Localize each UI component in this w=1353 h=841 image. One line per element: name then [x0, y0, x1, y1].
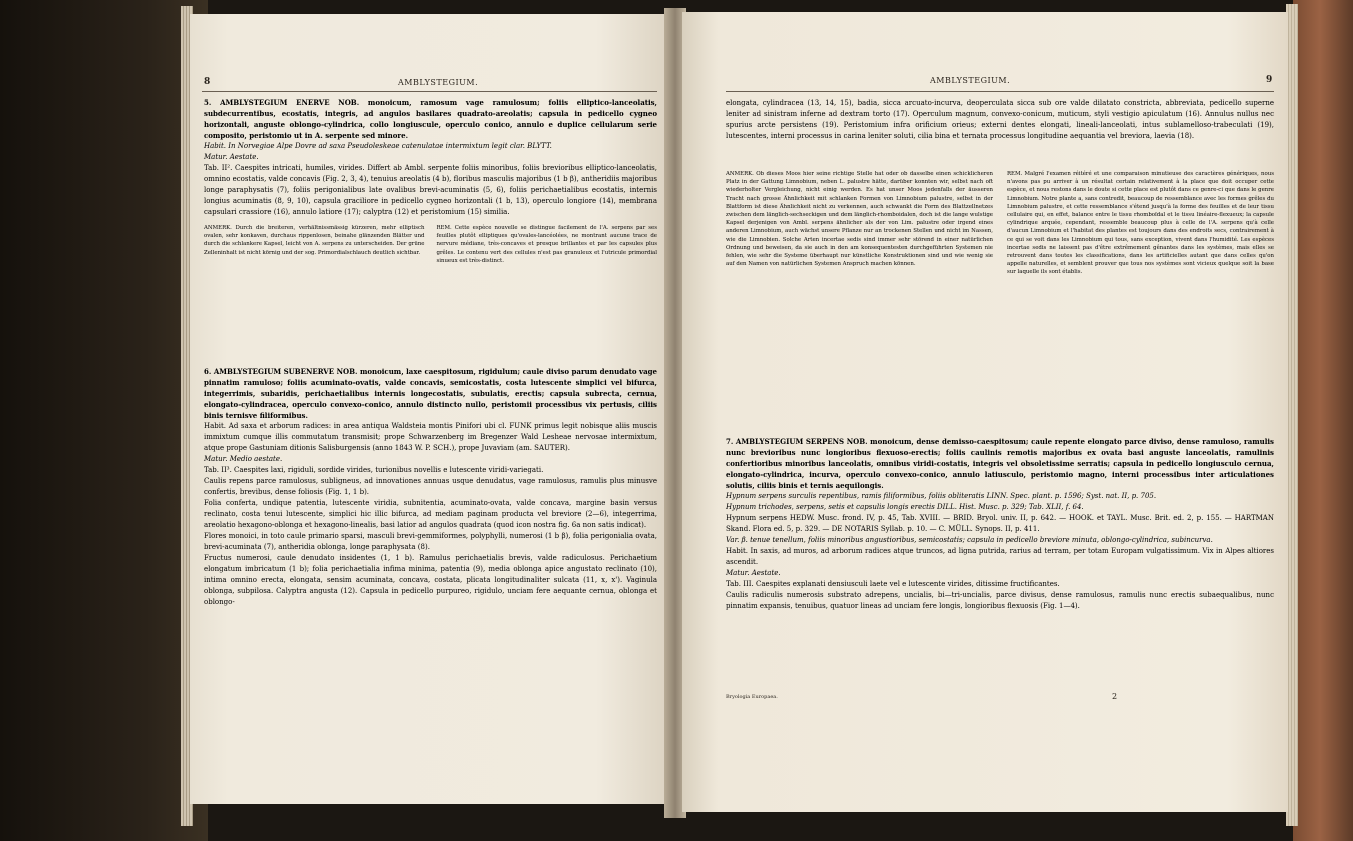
entry-heading: 5. AMBLYSTEGIUM ENERVE NOB. monoicum, ramosum vage ramulosum; foliis elliptico-lanceolatis, subdecurrentibus, ecostatis, integris, ad angulos basilares quadrato-areolatis; capsula in pedicello cygneo horizontali, anguste oblongo-cylindrica, collo longiuscule, operculo conico, annulo e duplice cellularum serie composito, peristomio ut in A. serpente sed minore.: [204, 98, 657, 140]
description-text: Caulis radiculis numerosis substrato adrepens, uncialis, bi—tri-uncialis, parce divisus, dense ramulosus, ramulis nunc erectis subaequalibus, nunc pinnatim expansis, tenuibus, quatuor lineas ad unciam fere longis, longioribus flexuosis (Fig. 1—4).: [726, 591, 1274, 610]
header-rule: [202, 91, 657, 92]
maturity-text: Matur. Aestate.: [726, 569, 781, 577]
note-german: ANMERK. Ob dieses Moos hier seine richtige Stelle hat oder ob dasselbe einen schicklicheren Platz in der Gattung Limnobium, neben L. palustre hätte, darüber konnten wir, selbst nach oft wiederholter Vergleichung, nicht einig werden. Es hat unser Moos jedenfalls der äusseren Tracht nach grosse Ähnlichkeit mit schlanken Formen von Limnobium palustre, selbst in der Blattform ist diese Ähnlichkeit nicht zu verkennen, auch schwankt die Form des Blattzellnetzes zwischen dem länglich-sechseckigen und dem länglich-rhomboidalen, doch ist die lange wulstige Kapsel derjenigen von Ambl. serpens ähnlicher als der von Lim. palustre oder irgend eines anderen Limnobium, auch wächst unsere Pflanze nur an trockenen Stellen und nicht im Nassen, wie die Limnobien. Solche Arten incertae sedis sind immer sehr störend in einer natürlichen Ordnung und beweisen, da sie auch in den am konsequentesten durchgeführten Systemen nie fehlen, wie sehr die Systeme überhaupt nur künstliche Konstruktionen sind und wie wenig sie auf den Namen von natürlichen Systemen Anspruch machen können.: [726, 171, 993, 268]
description-text: Flores monoici, in toto caule primario sparsi, masculi brevi-gemmiformes, polyphylli, numerosi (1 b β), folia perigonialia ovata, brevi-acuminata (7), antheridia oblonga, longe paraphysata (8).: [204, 532, 657, 551]
description-text: Tab. III. Caespites explanati densiusculi laete vel e lutescente virides, ditissime fructificantes.: [726, 580, 1060, 588]
footer-signature: Bryologia Europaea.: [726, 694, 778, 700]
entry-7: [726, 436, 1274, 612]
entry-6-continued: [726, 98, 1274, 142]
description-text: Caulis repens parce ramulosus, subligneus, ad innovationes annuas usque denudatus, vage ramulosus, ramulis plus minusve confertis, brevibus, dense foliosis (Fig. 1, 1 b).: [204, 477, 657, 496]
habitat-text: Habit. In Norvegiae Alpe Dovre ad saxa Pseudoleskeae catenulatae intermixtum legit clar. BLYTT.: [204, 142, 552, 150]
right-cover: [1293, 0, 1353, 841]
maturity-text: Matur. Aestate.: [204, 153, 259, 161]
synonym-text: Hypnum trichodes, serpens, setis et capsulis longis erectis DILL. Hist. Musc. p. 329; Tab. XLII, f. 64.: [726, 503, 1084, 511]
right-page: [682, 12, 1288, 812]
notes: [726, 170, 1274, 277]
entry-5: [204, 97, 657, 265]
signature-mark: 2: [1112, 692, 1118, 701]
page-number: 8: [204, 77, 211, 87]
habitat-text: Habit. Ad saxa et arborum radices: in area antiqua Waldsteia montis Pinifori ubi cl. FUNK primus legit nobisque aliis muscis immixtum cumque illis commutatum transmisit; prope Schwarzenberg im Bregenzer Wald Lesheae nervosae intermixtum, atque prope Gastuniam ditionis Salisburgensis (anno 1843 W. P. SCH.), prope Juvaviam (am. SAUTER).: [204, 422, 657, 452]
entry-heading: 6. AMBLYSTEGIUM SUBENERVE NOB. monoicum, laxe caespitosum, rigidulum; caule diviso parum denudato vage pinnatim ramuloso; foliis acuminato-ovatis, valde concavis, semicostatis, costa lutescente simplici vel bifurca, integerrimis, subaridis, perichaetialibus internis longecostatis, subulatis, erectis; capsula subrecta, cernua, elongato-cylindracea, operculo convexo-conico, annulo distincto nullo, peristomii processibus vix pertusis, ciliis binis ternisve filiformibus.: [204, 367, 657, 420]
note-german: ANMERK. Durch die breiteren, verhältnissmässig kürzeren, mehr elliptisch ovalen, sehr konkaven, durchaus rippenlosen, beinahe glänzenden Blätter und durch die schlankere Kapsel, leicht von A. serpens zu unterscheiden. Der grüne Zelleninhalt ist nicht körnig und der sog. Primordialschlauch deutlich sichtbar.: [204, 225, 425, 256]
note-french: REM. Cette espèce nouvelle se distingue facilement de l'A. serpens par ses feuilles plutôt elliptiques qu'ovales-lancéolées, ne montrant aucune trace de nervure médiane, très-concaves et presque brillantes et par les capsules plus grêles. Le contenu vert des cellules n'est pas granuleux et l'utricule primordial sinueux est très-distinct.: [436, 225, 657, 264]
header-rule: [726, 91, 1274, 92]
page-number: 9: [1266, 75, 1273, 85]
variety-text: Var. β. tenue tenellum, foliis minoribus angustioribus, semicostatis; capsula in pedicello breviore minuta, oblongo-cylindrica, subincurva.: [726, 536, 1213, 544]
entry-6: [204, 366, 657, 608]
left-page: [190, 14, 668, 804]
description-text: Fructus numerosi, caule denudato insidentes (1, 1 b). Ramulus perichaetialis brevis, valde radiculosus. Perichaetium elongatum imbricatum (1 b); folia perichaetialia infima minima, patentia (9), media oblonga apice angustato reclinato (10), intima omnino erecta, elongata, sensim acuminata, concava, costata, plicata longitudinaliter sulcata (11, x, x'). Vaginula oblonga, subpilosa. Calyptra angusta (12). Capsula in pedicello purpureo, rigidulo, unciam fere aequante cernua, oblonga et oblongo-: [204, 554, 657, 606]
description-text: Tab. II³. Caespites laxi, rigiduli, sordide virides, turionibus novellis e lutescente viridi-variegati.: [204, 466, 544, 474]
description-text: Folia conferta, undique patentia, lutescente viridia, subnitentia, acuminato-ovata, valde concava, margine basin versus reclinato, costa tenui lutescente, simplici hic illic bifurca, ad mediam paginam producta vel breviore (2—6), integerrima, areolatio hexagono-oblonga et hexagono-linealis, basi latior ad angulos quadrata (quod icon nostra fig. 6a non satis indicat).: [204, 499, 657, 529]
description-text: elongata, cylindracea (13, 14, 15), badia, sicca arcuato-incurva, deoperculata sicca sub ore valde dilatato constricta, abbreviata, pedicello superne leniter ad sinistram inferne ad dextram torto (17). Operculum magnum, convexo-conicum, muticum, styli vestigio apiculatum (16). Annulus nullus nec spurius arcte persistens (19). Peristomium infra orificium orieus; externi dentes elongati, lineali-lanceolati, intus sublamelloso-trabeculati (19), lutescentes, interni processus in carina leniter soluti, cilia bina et ternata processus longitudine aequantia vel breviora, laevia (18).: [726, 99, 1274, 140]
running-head: AMBLYSTEGIUM.: [398, 78, 479, 87]
synonym-text: Hypnum serpens HEDW. Musc. frond. IV, p. 45, Tab. XVIII. — BRID. Bryol. univ. II, p. 642. — HOOK. et TAYL. Musc. Brit. ed. 2, p. 155. — HARTMAN Skand. Flora ed. 5, p. 329. — DE NOTARIS Syllab. p. 10. — C. MÜLL. Synops. II, p. 411.: [726, 514, 1274, 533]
synonym-text: Hypnum serpens surculis repentibus, ramis filiformibus, foliis obliteratis LINN. Spec. plant. p. 1596; Syst. nat. II, p. 705.: [726, 492, 1157, 500]
maturity-text: Matur. Medio aestate.: [204, 455, 283, 463]
left-cover: [0, 0, 211, 841]
running-head: AMBLYSTEGIUM.: [930, 76, 1011, 85]
description-text: Tab. II². Caespites intricati, humiles, virides. Differt ab Ambl. serpente foliis minoribus, foliis brevioribus elliptico-lanceolatis, omnino ecostatis, valde concavis (Fig. 2, 3, 4), tenuius areolatis (4 b), floribus masculis majoribus (1 b β), antheridiis majoribus longe paraphysatis (7), foliis perigonialibus late ovalibus brevi-acuminatis (5, 6), foliis perichaetialibus ecostatis, internis longius acuminatis (8, 9, 10), capsula graciliore in pedicello cygneo horizontali (1 b, 13), operculo longiore (14), membrana capsulari crassiore (16), annulo latiore (17); calyptra (12) et peristomium (15) similia.: [204, 164, 657, 216]
note-french: REM. Malgré l'examen réitéré et une comparaison minutieuse des caractères génériques, nous n'avons pas pu arriver à un résultat certain relativement à la place que doit occuper cette espèce, et nous restons dans le doute si cette place est plutôt dans ce genre-ci que dans le genre Limnobium. Notre plante a, sans contredit, beaucoup de ressemblance avec les formes grêles du Limnobium palustre, et cette ressemblance s'étend jusqu'à la forme des feuilles et de leur tissu cellulaire qui, en effet, balance entre le tissu rhomboïdal et le tissu linéaire-flexueux; la capsule cylindrique arquée, cependant, ressemble beaucoup plus à celle de l'A. serpens qu'à celle d'aucun Limnobium et l'habitat des plantes est toujours dans des endroits secs, contrairement à ce qui se voit dans les Limnobium qui tous, sans exception, vivent dans l'humidité. Les espèces incertae sedis ne laissent pas d'être extrêmement gênantes dans les systèmes, mais elles se retrouvent dans toutes les classifications, dans les artificielles autant que dans celles qu'on appelle naturelles, et semblent prouver que tous nos systèmes sont vicieux quelque soit la base sur laquelle ils sont établis.: [1007, 171, 1274, 276]
habitat-text: Habit. In saxis, ad muros, ad arborum radices atque truncos, ad ligna putrida, rarius ad terram, per totam Europam vulgatissimum. Vix in Alpes altiores ascendit.: [726, 547, 1274, 566]
entry-heading: 7. AMBLYSTEGIUM SERPENS NOB. monoicum, dense demisso-caespitosum; caule repente elongato parce diviso, dense ramuloso, ramulis nunc brevioribus nunc longioribus flexuoso-erectis; foliis caulinis remotis majoribus ex ovata basi anguste lanceolatis, ramulinis confertioribus minoribus lanceolatis, omnibus viridi-costatis, integris vel obsoletissime serratis; capsula in pedicello longiusculo cernua, elongato-cylindrica, incurva, operculo convexo-conico, annulo latiusculo, peristomio magno, interni processibus inter articulationes solutis, ciliis binis et ternis aequilongis.: [726, 437, 1274, 490]
